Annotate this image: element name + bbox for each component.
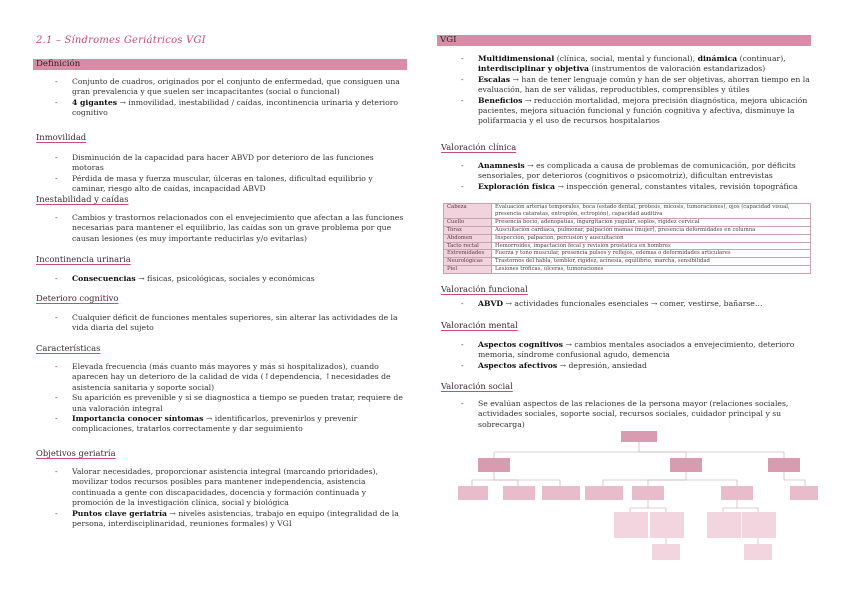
list-item: - Aspectos cognitivos → cambios mentales asociados a envejecimiento, deterioro memoria, síndrome confusional agudo, demencia	[461, 340, 811, 361]
diagram-node	[790, 486, 818, 500]
diagram-node	[503, 486, 535, 500]
diagram-node	[650, 512, 684, 538]
inestabilidad-list	[55, 213, 405, 244]
mental-list	[461, 340, 811, 371]
table-cell-region: Neurológicas	[444, 258, 492, 266]
table-cell-region: Piel	[444, 266, 492, 274]
page-title: 2.1 – Síndromes Geriátricos VGI	[36, 35, 206, 46]
list-item: - Beneficios → reducción mortalidad, mejora precisión diagnóstica, mejora ubicación pacientes, mejora situación funcional y función cognitiva y afectiva, disminuye la polifarmacia y el uso de recursos hospitalarios	[461, 96, 811, 127]
list-item: - Importancia conocer síntomas → identificarlos, prevenirlos y prevenir complicaciones, tratarlos correctamente y dar seguimiento	[55, 414, 405, 435]
table-cell-detail: Fuerza y tono muscular, presencia pulsos y reflejos, edemas o deformidades articulares	[492, 250, 811, 258]
funcional-list	[461, 299, 811, 309]
funcional-heading: Valoración funcional	[441, 284, 528, 294]
diagram-node	[652, 544, 680, 560]
table-cell-detail: Trastornos del habla, temblor, rigidez, acinesia, equilibrio, marcha, sensibilidad	[492, 258, 811, 266]
table-cell-detail: Lesiones tróficas, úlceras, tumoraciones	[492, 266, 811, 274]
table-row	[444, 266, 811, 274]
list-item: - Conjunto de cuadros, originados por el conjunto de enfermedad, que consiguen una gran prevalencia y que suelen ser incapacitantes (social o funcional)	[55, 77, 405, 98]
caracteristicas-list	[55, 362, 405, 435]
incontinencia-heading: Incontinencia urinaria	[36, 254, 131, 264]
diagram-node	[744, 544, 772, 560]
incontinencia-list	[55, 274, 405, 284]
diagram-node	[621, 431, 657, 442]
deterioro-heading: Deterioro cognitivo	[36, 293, 119, 303]
table-cell-region: Tórax	[444, 226, 492, 234]
table-cell-region: Extremidades	[444, 250, 492, 258]
table-row	[444, 234, 811, 242]
exploracion-table	[443, 203, 811, 274]
definicion-list	[55, 77, 405, 119]
table-row	[444, 204, 811, 219]
clinica-list	[461, 161, 811, 192]
diagram-node	[632, 486, 664, 500]
list-item: - ABVD → actividades funcionales esenciales → comer, vestirse, bañarse…	[461, 299, 811, 309]
diagram-node	[721, 486, 753, 500]
diagram-node	[614, 512, 648, 538]
social-list	[461, 399, 811, 430]
valoracion-social-diagram	[440, 428, 820, 568]
diagram-node	[458, 486, 488, 500]
table-row	[444, 226, 811, 234]
table-cell-region: Tacto rectal	[444, 242, 492, 250]
list-item: - Exploración física → inspección general, constantes vitales, revisión topográfica	[461, 182, 811, 192]
table-row	[444, 242, 811, 250]
deterioro-list	[55, 313, 405, 334]
vgi-heading: VGI	[437, 35, 811, 46]
table-row	[444, 250, 811, 258]
list-item: - Pérdida de masa y fuerza muscular, úlceras en talones, dificultad equilibrio y caminar, riesgo alto de caídas, incapacidad ABVD	[55, 174, 405, 195]
objetivos-list	[55, 467, 405, 529]
diagram-node	[768, 458, 800, 472]
social-heading: Valoración social	[441, 381, 513, 391]
mental-heading: Valoración mental	[441, 320, 518, 330]
diagram-node	[478, 458, 510, 472]
diagram-node	[707, 512, 741, 538]
table-row	[444, 218, 811, 226]
list-item: - Escalas → han de tener lenguaje común y han de ser objetivas, ahorran tiempo en la evaluación, han de ser válidas, reproductibles, comprensibles y útiles	[461, 75, 811, 96]
table-row	[444, 258, 811, 266]
table-cell-region: Cabeza	[444, 204, 492, 219]
table-cell-detail: Auscultación cardíaca, pulmonar, palpación mamas (mujer), presencia deformidades en columna	[492, 226, 811, 234]
diagram-node	[585, 486, 623, 500]
table-cell-detail: Presencia bocio, adenopatías, ingurgitación yugular, soplos, rigidez cervical	[492, 218, 811, 226]
table-cell-detail: Evaluación arterias temporales, boca (estado dental, prótesis, micosis, tumoraciones), ojos (capacidad visual, presencia cataratas, entropión, ectropión), capacidad auditiva	[492, 204, 811, 219]
list-item: - Elevada frecuencia (más cuanto más mayores y más si hospitalizados), cuando aparecen hay un deterioro de la calidad de vida (↑dependencia, ↑necesidades de asistencia sanitaria y soporte social)	[55, 362, 405, 393]
list-item: - Aspectos afectivos → depresión, ansiedad	[461, 361, 811, 371]
list-item: - Anamnesis → es complicada a causa de problemas de comunicación, por déficits sensoriales, por deterioros (cognitivos o psicomotriz), dificultan entrevistas	[461, 161, 811, 182]
definicion-heading: Definición	[33, 59, 407, 70]
clinica-heading: Valoración clínica	[441, 142, 517, 152]
table-cell-detail: Hemorroides, impactación fecal y revisión prostática en hombres	[492, 242, 811, 250]
diagram-node	[670, 458, 702, 472]
list-item: - Disminución de la capacidad para hacer ABVD por deterioro de las funciones motoras	[55, 153, 405, 174]
list-item: - Consecuencias → físicas, psicológicas, sociales y económicas	[55, 274, 405, 284]
list-item: - Cualquier déficit de funciones mentales superiores, sin alterar las actividades de la vida diaria del sujeto	[55, 313, 405, 334]
caracteristicas-heading: Características	[36, 343, 101, 353]
list-item: - Se evalúan aspectos de las relaciones de la persona mayor (relaciones sociales, actividades sociales, soporte social, recursos sociales, cuidador principal y su sobrecarga)	[461, 399, 811, 430]
inestabilidad-heading: Inestabilidad y caídas	[36, 194, 129, 204]
objetivos-heading: Objetivos geriatría	[36, 448, 116, 458]
diagram-node	[742, 512, 776, 538]
list-item: - Puntos clave geriatría → niveles asistencias, trabajo en equipo (integralidad de la persona, interdisciplinaridad, reuniones formales) y VGI	[55, 509, 405, 530]
list-item: - Su aparición es prevenible y si se diagnostica a tiempo se pueden tratar, requiere de una valoración integral	[55, 393, 405, 414]
list-item: - 4 gigantes → inmovilidad, inestabilidad / caídas, incontinencia urinaria y deterioro cognitivo	[55, 98, 405, 119]
table-cell-region: Cuello	[444, 218, 492, 226]
table-cell-detail: Inspección, palpación, percusión y auscultación	[492, 234, 811, 242]
vgi-list	[461, 54, 811, 127]
diagram-node	[542, 486, 580, 500]
inmovilidad-list	[55, 153, 405, 195]
table-cell-region: Abdomen	[444, 234, 492, 242]
list-item: - Multidimensional (clínica, social, mental y funcional), dinámica (continuar), interdisciplinar y objetiva (instrumentos de valoración estandarizados)	[461, 54, 811, 75]
inmovilidad-heading: Inmovilidad	[36, 132, 87, 142]
list-item: - Cambios y trastornos relacionados con el envejecimiento que afectan a las funciones necesarias para mantener el equilibrio, las caídas son un grave problema por que causan lesiones (es muy importante reducirlas y/o evitarlas)	[55, 213, 405, 244]
list-item: - Valorar necesidades, proporcionar asistencia integral (marcando prioridades), movilizar todos recursos posibles para mantener independencia, asistencia continuada a gente con discapacidades, docencia y formación continuada y promoción de la investigación clínica, social y biológica	[55, 467, 405, 509]
